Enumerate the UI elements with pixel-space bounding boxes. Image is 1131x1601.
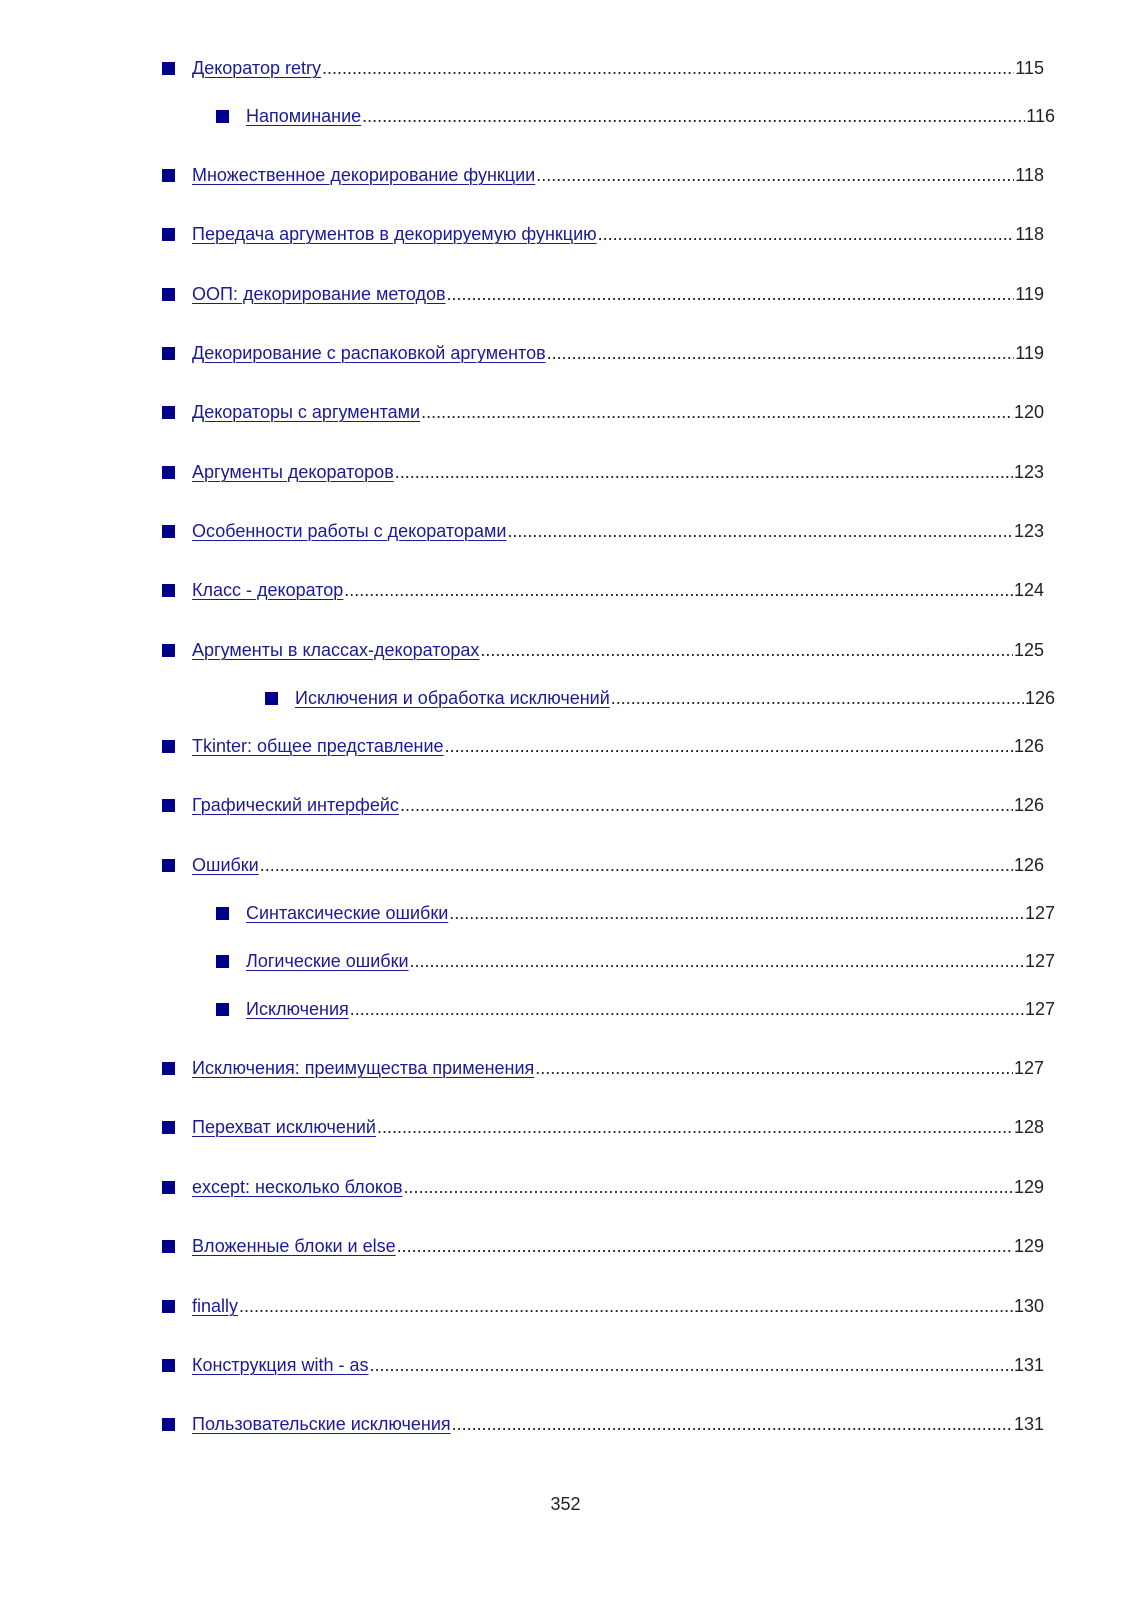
square-bullet-icon [162, 466, 175, 479]
toc-entry-page: 126 [1013, 736, 1044, 756]
dot-leader [452, 1411, 1013, 1437]
square-bullet-icon [162, 1062, 175, 1075]
toc-entry-title[interactable]: Вложенные блоки и else [192, 1236, 396, 1256]
page-number: 352 [550, 1494, 581, 1514]
square-bullet-icon [162, 169, 175, 182]
toc-entry[interactable] [162, 281, 1044, 307]
square-bullet-icon [162, 1240, 175, 1253]
toc-entry-page: 129 [1013, 1177, 1044, 1197]
square-bullet-icon [162, 644, 175, 657]
toc-entry-title[interactable]: Напоминание [246, 106, 362, 126]
dot-leader [344, 577, 1013, 603]
dot-leader [445, 733, 1013, 759]
square-bullet-icon [162, 62, 175, 75]
dot-leader [480, 637, 1013, 663]
toc-entry-page: 124 [1013, 580, 1044, 600]
toc-entry-page: 123 [1013, 521, 1044, 541]
toc-entry[interactable] [162, 55, 1044, 81]
toc-entry-page: 131 [1013, 1414, 1044, 1434]
toc-entry-title[interactable]: Множественное декорирование функции [192, 165, 536, 185]
dot-leader [447, 281, 1015, 307]
square-bullet-icon [162, 1359, 175, 1372]
toc-entry-page: 127 [1024, 903, 1055, 923]
toc-entry-title[interactable]: Декораторы с аргументами [192, 402, 421, 422]
toc-entry-title[interactable]: Класс - декоратор [192, 580, 344, 600]
toc-entry-page: 126 [1013, 855, 1044, 875]
toc-entry[interactable] [162, 1055, 1044, 1081]
square-bullet-icon [162, 1181, 175, 1194]
toc-entry[interactable] [162, 459, 1044, 485]
toc-entry-page: 119 [1015, 284, 1044, 304]
square-bullet-icon [162, 288, 175, 301]
toc-entry-page: 127 [1013, 1058, 1044, 1078]
toc-entry-title[interactable]: finally [192, 1296, 239, 1316]
dot-leader [507, 518, 1013, 544]
square-bullet-icon [162, 228, 175, 241]
dot-leader [322, 55, 1014, 81]
toc-entry-page: 118 [1015, 224, 1044, 244]
square-bullet-icon [162, 799, 175, 812]
dot-leader [611, 685, 1024, 711]
toc-entry[interactable] [162, 1114, 1044, 1140]
toc-entry-page: 126 [1024, 688, 1055, 708]
dot-leader [449, 900, 1024, 926]
toc-entry-page: 128 [1013, 1117, 1044, 1137]
toc-entry[interactable] [162, 1411, 1044, 1437]
toc-entry[interactable] [162, 577, 1044, 603]
toc-entry-title[interactable]: Декоратор retry [192, 58, 321, 78]
toc-entry[interactable] [216, 996, 1055, 1022]
toc-entry-page: 119 [1015, 343, 1044, 363]
toc-entry-title[interactable]: Исключения: преимущества применения [192, 1058, 535, 1078]
toc-entry[interactable] [162, 399, 1044, 425]
toc-entry[interactable] [265, 685, 1055, 711]
square-bullet-icon [162, 740, 175, 753]
toc-entry-title[interactable]: Перехват исключений [192, 1117, 376, 1137]
toc-entry[interactable] [162, 221, 1044, 247]
dot-leader [421, 399, 1013, 425]
toc-entry[interactable] [162, 1293, 1044, 1319]
square-bullet-icon [216, 955, 229, 968]
toc-entry-title[interactable]: Исключения [246, 999, 349, 1019]
square-bullet-icon [216, 1003, 229, 1016]
dot-leader [404, 1174, 1013, 1200]
toc-entry-page: 123 [1013, 462, 1044, 482]
toc-entry-title[interactable]: Пользовательские исключения [192, 1414, 451, 1434]
toc-entry[interactable] [162, 1352, 1044, 1378]
dot-leader [239, 1293, 1013, 1319]
dot-leader [260, 852, 1013, 878]
dot-leader [400, 792, 1013, 818]
toc-entry-title[interactable]: Синтаксические ошибки [246, 903, 449, 923]
dot-leader [536, 162, 1014, 188]
toc-entry-page: 127 [1024, 951, 1055, 971]
square-bullet-icon [162, 859, 175, 872]
toc-entry-page: 118 [1015, 165, 1044, 185]
square-bullet-icon [216, 907, 229, 920]
square-bullet-icon [162, 406, 175, 419]
toc-entry-title[interactable]: Tkinter: общее представление [192, 736, 444, 756]
toc-entry-page: 116 [1026, 106, 1055, 126]
toc-entry[interactable] [162, 340, 1044, 366]
toc-entry-title[interactable]: Аргументы декораторов [192, 462, 394, 482]
dot-leader [598, 221, 1015, 247]
dot-leader [370, 1352, 1013, 1378]
toc-entry-title[interactable]: Передача аргументов в декорируемую функцию [192, 224, 597, 244]
square-bullet-icon [162, 1418, 175, 1431]
dot-leader [395, 459, 1013, 485]
square-bullet-icon [162, 1300, 175, 1313]
toc-entry-title[interactable]: Особенности работы с декораторами [192, 521, 507, 541]
dot-leader [377, 1114, 1013, 1140]
toc-entry-title[interactable]: Логические ошибки [246, 951, 409, 971]
toc-entry-page: 130 [1013, 1296, 1044, 1316]
toc-entry-title[interactable]: Исключения и обработка исключений [295, 688, 610, 708]
dot-leader [535, 1055, 1013, 1081]
toc-entry-page: 126 [1013, 795, 1044, 815]
square-bullet-icon [265, 692, 278, 705]
dot-leader [410, 948, 1024, 974]
toc-entry-title[interactable]: except: несколько блоков [192, 1177, 403, 1197]
toc-entry[interactable] [162, 1174, 1044, 1200]
toc-entry[interactable] [216, 103, 1055, 129]
dot-leader [350, 996, 1024, 1022]
square-bullet-icon [162, 525, 175, 538]
square-bullet-icon [162, 584, 175, 597]
toc-entry-title[interactable]: Декорирование с распаковкой аргументов [192, 343, 546, 363]
toc-entry-page: 129 [1013, 1236, 1044, 1256]
dot-leader [362, 103, 1025, 129]
toc-entry[interactable] [162, 1233, 1044, 1259]
toc-entry[interactable] [216, 900, 1055, 926]
toc-entry[interactable] [162, 518, 1044, 544]
toc-entry-title[interactable]: Аргументы в классах-декораторах [192, 640, 480, 660]
toc-entry-page: 120 [1013, 402, 1044, 422]
toc-entry[interactable] [162, 792, 1044, 818]
toc-entry[interactable] [162, 637, 1044, 663]
toc-entry[interactable] [162, 733, 1044, 759]
toc-entry-title[interactable]: Конструкция with - as [192, 1355, 369, 1375]
toc-entry[interactable] [162, 162, 1044, 188]
dot-leader [397, 1233, 1013, 1259]
toc-entry-page: 125 [1013, 640, 1044, 660]
toc-entry-title[interactable]: ООП: декорирование методов [192, 284, 446, 304]
toc-entry-page: 131 [1013, 1355, 1044, 1375]
toc-entry-title[interactable]: Ошибки [192, 855, 259, 875]
toc-entry-page: 115 [1015, 58, 1044, 78]
square-bullet-icon [216, 110, 229, 123]
dot-leader [547, 340, 1015, 366]
toc-entry[interactable] [162, 852, 1044, 878]
toc-entry[interactable] [216, 948, 1055, 974]
toc-entry-page: 127 [1024, 999, 1055, 1019]
square-bullet-icon [162, 1121, 175, 1134]
square-bullet-icon [162, 347, 175, 360]
toc-entry-title[interactable]: Графический интерфейс [192, 795, 399, 815]
